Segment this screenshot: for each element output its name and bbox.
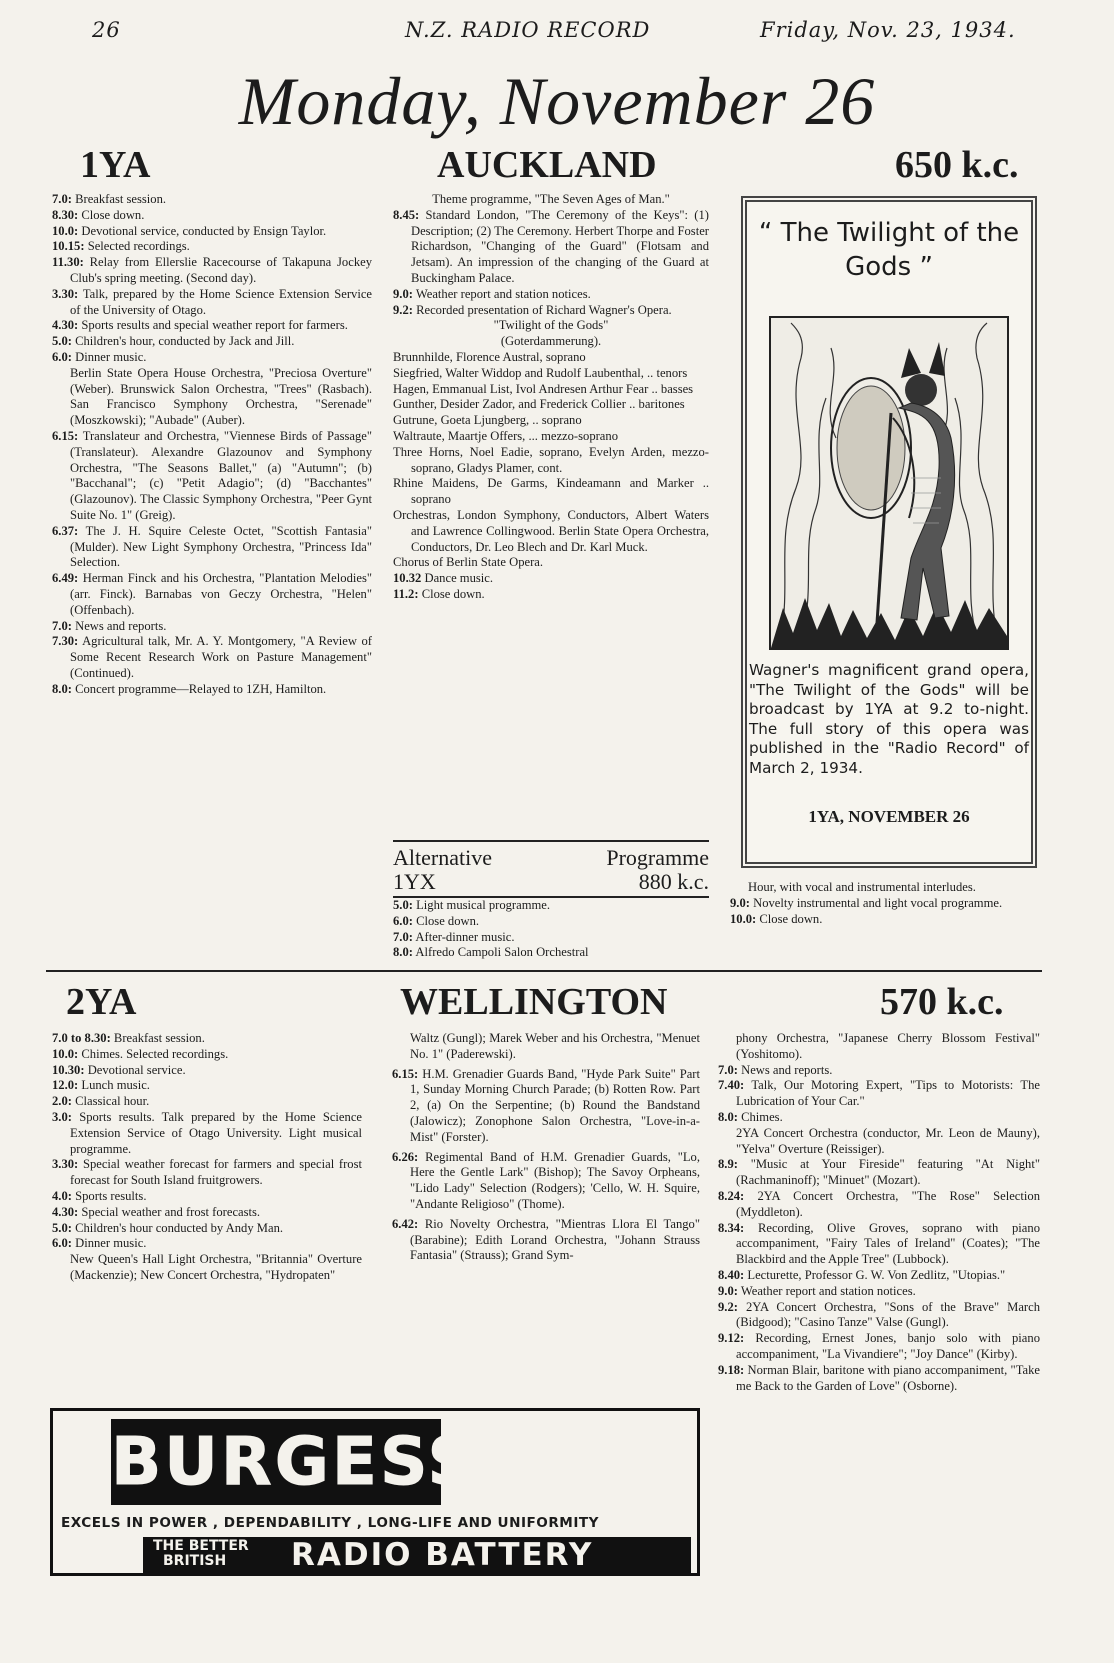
cast-entry: Three Horns, Noel Eadie, soprano, Evelyn Arden, mezzo-soprano, Gladys Plamer, cont. — [393, 444, 709, 475]
programme-entry: 2YA Concert Orchestra (conductor, Mr. Leon de Mauny), "Yelva" Overture (Reissiger). — [736, 1125, 1040, 1156]
section-divider — [46, 970, 1042, 972]
ad-tagline: EXCELS IN POWER , DEPENDABILITY , LONG-LIFE AND UNIFORMITY — [61, 1515, 600, 1531]
ad-small-text-1: THE BETTER — [153, 1538, 249, 1554]
programme-entry: 6.42: Rio Novelty Orchestra, "Mientras Llora El Tango" (Barabine); Edith Lorand Orchestra, "Johann Strauss Fantasia" (Strauss); Grand Sym- — [392, 1216, 700, 1263]
programme-entry: 9.12: Recording, Ernest Jones, banjo solo with piano accompaniment, "La Vivandiere"; "Joy Dance" (Kirby). — [718, 1331, 1040, 1361]
programme-entry: 5.0: Children's hour conducted by Andy Man. — [52, 1220, 284, 1235]
programme-entry: 4.30: Sports results and special weather report for farmers. — [52, 318, 348, 333]
programme-entry: 10.0: Close down. — [730, 911, 823, 926]
programme-entry: 6.0: Dinner music. — [52, 349, 147, 364]
alt-title-right: Programme — [606, 845, 709, 870]
programme-entry: 9.18: Norman Blair, baritone with piano accompaniment, "Take me Back to the Garden of Love" (Osborne). — [718, 1362, 1040, 1393]
day-title: Monday, November 26 — [238, 63, 876, 139]
iya-column-2 — [393, 192, 709, 603]
ad-small-text-2: BRITISH — [163, 1553, 227, 1569]
page-number: 26 — [92, 18, 121, 42]
programme-entry: 10.0: Chimes. Selected recordings. — [52, 1046, 229, 1061]
issue-date: Friday, Nov. 23, 1934. — [760, 18, 1016, 42]
programme-entry: 6.15: Translateur and Orchestra, "Viennese Birds of Passage" (Translateur). Alexandre Glazounov and Symphony Orchestra, "The Seasons Ballet," (a) "Autumn"; (b) "Bacchanal"; (c) "Petit Adagio"; (d) "Bacchantes" (Glazounov). The Classic Symphony Orchestra, "Peer Gynt Suite No. 1" (Greig). — [52, 428, 373, 522]
cast-entry: Rhine Maidens, De Garms, Kindeamann and Marker .. soprano — [393, 476, 709, 507]
programme-entry: 5.0: Light musical programme. — [393, 898, 551, 912]
cast-entry: Waltraute, Maartje Offers, ... mezzo-soprano — [393, 428, 618, 443]
programme-entry: 10.30: Devotional service. — [52, 1062, 186, 1077]
programme-entry: 9.0: Weather report and station notices. — [393, 286, 591, 301]
feature-box — [741, 196, 1037, 868]
iya-column-1 — [52, 192, 372, 698]
alt-programme-continued — [730, 880, 1042, 927]
programme-entry: 3.30: Talk, prepared by the Home Science Extension Service of the University of Otago. — [52, 286, 372, 317]
programme-entry: 8.40: Lecturette, Professor G. W. Von Zedlitz, "Utopias." — [718, 1267, 1006, 1282]
programme-entry: Berlin State Opera House Orchestra, "Preciosa Overture" (Weber). Brunswick Salon Orchestra, "Trees" (Rasbach). San Francisco Symphony Orchestra, "Serenade" (Moszkowski); "Aubade" (Auber). — [70, 365, 372, 428]
tya-column-2 — [392, 1031, 700, 1264]
station-call-2ya: 2YA — [66, 981, 137, 1023]
station-freq-2ya: 570 k.c. — [880, 981, 1004, 1023]
cast-entry: Chorus of Berlin State Opera. — [393, 555, 544, 570]
station-city-wellington: WELLINGTON — [400, 981, 668, 1023]
station-freq-1ya: 650 k.c. — [895, 144, 1019, 186]
programme-entry: 9.2: Recorded presentation of Richard Wagner's Opera. — [393, 302, 672, 317]
programme-entry: 4.0: Sports results. — [52, 1188, 147, 1203]
cast-entry: Siegfried, Walter Widdop and Rudolf Laubenthal, .. tenors — [393, 365, 688, 380]
station-city-auckland: AUCKLAND — [437, 144, 657, 186]
programme-entry: 6.26: Regimental Band of H.M. Grenadier Guards, "Lo, Here the Gentle Lark" (Bishop); The Savoy Orpheans, "Lido Lady" Selection (Rodgers); 'Cello, W. H. Squire, "Andante Religioso" (Thome). — [392, 1149, 700, 1211]
programme-entry: 9.0: Weather report and station notices. — [718, 1283, 916, 1298]
alt-programme-header — [393, 840, 709, 898]
ad-big-text: RADIO BATTERY — [291, 1537, 594, 1573]
programme-entry: Hour, with vocal and instrumental interludes. — [748, 880, 976, 894]
feature-footer: 1YA, NOVEMBER 26 — [808, 807, 970, 826]
cast-entry: Brunnhilde, Florence Austral, soprano — [393, 349, 586, 364]
programme-entry: 10.32 Dance music. — [393, 571, 494, 586]
tya-column-3 — [718, 1031, 1040, 1394]
programme-entry: 6.37: The J. H. Squire Celeste Octet, "Scottish Fantasia" (Mulder). New Light Symphony Orchestra, "Princess Ida" Selection. — [52, 523, 372, 570]
programme-entry: 8.45: Standard London, "The Ceremony of the Keys": (1) Description; (2) The Ceremony. Herbert Thorpe and Foster Richardson, "Changing of the Guard" (Flotsam and Jetsam). An impression of the changing of the Guard at Buckingham Palace. — [393, 207, 709, 285]
burgess-advertisement — [50, 1408, 700, 1576]
programme-entry: 8.0: Chimes. — [718, 1109, 783, 1124]
programme-entry: 10.0: Devotional service, conducted by Ensign Taylor. — [52, 223, 327, 238]
programme-entry: 6.49: Herman Finck and his Orchestra, "Plantation Melodies" (arr. Finck). Barnabas von Geczy Orchestra, "Helen" (Offenbach). — [52, 571, 372, 617]
programme-entry: 3.30: Special weather forecast for farmers and special frost forecast for South Island fruitgrowers. — [52, 1157, 362, 1188]
programme-entry: 8.9: "Music at Your Fireside" featuring "At Night" (Rachmaninoff); "Minuet" (Mozart). — [718, 1157, 1040, 1188]
cast-entry: Orchestras, London Symphony, Conductors, Albert Waters and Lawrence Collingwood. Berlin State Opera Orchestra, Conductors, Dr. Leo Blech and Dr. Karl Muck. — [393, 507, 709, 554]
programme-entry: 12.0: Lunch music. — [52, 1078, 150, 1093]
programme-entry: 2.0: Classical hour. — [52, 1094, 150, 1109]
alt-freq: 880 k.c. — [638, 869, 709, 894]
cast-entry: Gunther, Desider Zador, and Frederick Collier .. baritones — [393, 397, 685, 412]
alt-call: 1YX — [393, 869, 436, 894]
feature-title: “ The Twilight of the Gods ” — [758, 218, 1020, 282]
programme-entry: 7.0: After-dinner music. — [393, 929, 515, 944]
wagner-illustration — [769, 316, 1009, 650]
brand-logo: BURGESS — [111, 1419, 441, 1505]
programme-entry: 8.24: 2YA Concert Orchestra, "The Rose" Selection (Myddleton). — [718, 1188, 1040, 1219]
programme-entry: 8.30: Close down. — [52, 207, 145, 222]
programme-entry: 6.15: H.M. Grenadier Guards Band, "Hyde Park Suite" Part 1, Sunday Morning Church Parade; (b) Rotten Row. Part 2, (a) On the Serpentine; (b) Round the Bandstand (Jalowicz); Zonophone Salon Orchestra, "Love-in-a-Mist" (Forster). — [392, 1066, 700, 1144]
programme-entry: 7.0: News and reports. — [52, 618, 167, 633]
alt-title-left: Alternative — [393, 845, 492, 870]
programme-entry: 8.0: Alfredo Campoli Salon Orchestral — [393, 945, 589, 960]
station-call-1ya: 1YA — [80, 144, 151, 186]
programme-entry: 6.0: Dinner music. — [52, 1236, 147, 1251]
programme-entry: New Queen's Hall Light Orchestra, "Britannia" Overture (Mackenzie); New Concert Orchestra, "Hydropaten" — [70, 1252, 362, 1282]
alt-programme-list — [393, 898, 709, 961]
programme-entry: 9.2: 2YA Concert Orchestra, "Sons of the Brave" March (Bidgood); "Casino Tanze" Valse (Gungl). — [718, 1299, 1040, 1330]
opera-subtitle: (Goterdammerung). — [500, 334, 602, 349]
programme-entry: 7.0: Breakfast session. — [52, 192, 167, 206]
programme-entry: 7.0 to 8.30: Breakfast session. — [52, 1031, 205, 1045]
cast-entry: Hagen, Emmanual List, Ivol Andresen Arthur Fear .. basses — [393, 381, 694, 396]
programme-entry: 11.2: Close down. — [393, 586, 485, 601]
programme-entry: 10.15: Selected recordings. — [52, 239, 190, 254]
cast-entry: Gutrune, Goeta Ljungberg, .. soprano — [393, 413, 582, 428]
publication-title: N.Z. RADIO RECORD — [405, 18, 651, 42]
programme-entry: 6.0: Close down. — [393, 913, 480, 928]
programme-entry: 7.0: News and reports. — [718, 1062, 833, 1077]
valkyrie-illustration-icon — [771, 318, 1007, 648]
programme-entry: 8.34: Recording, Olive Groves, soprano with piano accompaniment, "Fairy Tales of Ireland" (Coates); "The Blackbird and the Apple Tree" (Lubbock). — [718, 1220, 1040, 1267]
ad-battery-banner — [143, 1537, 691, 1573]
programme-entry: 8.0: Concert programme—Relayed to 1ZH, Hamilton. — [52, 681, 327, 696]
programme-entry: 7.40: Talk, Our Motoring Expert, "Tips to Motorists: The Lubrication of Your Car." — [718, 1078, 1040, 1109]
programme-entry: 9.0: Novelty instrumental and light vocal programme. — [730, 895, 1003, 910]
programme-entry: 4.30: Special weather and frost forecasts. — [52, 1204, 261, 1219]
programme-entry: 7.30: Agricultural talk, Mr. A. Y. Montgomery, "A Review of Some Recent Research Work on Pasture Management" (Continued). — [52, 634, 372, 680]
programme-entry: 11.30: Relay from Ellerslie Racecourse of Takapuna Jockey Club's spring meeting. (Second day). — [52, 255, 373, 285]
programme-entry: phony Orchestra, "Japanese Cherry Blossom Festival" (Yoshitomo). — [736, 1031, 1040, 1061]
opera-title: "Twilight of the Gods" — [493, 318, 609, 333]
programme-entry: Waltz (Gungl); Marek Weber and his Orchestra, "Menuet No. 1" (Paderewski). — [410, 1031, 700, 1061]
programme-heading: Theme programme, "The Seven Ages of Man." — [432, 192, 670, 206]
feature-body: Wagner's magnificent grand opera, "The Twilight of the Gods" will be broadcast by 1YA at 9.2 to-night. The full story of this opera was published in the "Radio Record" of March 2, 1934. — [749, 661, 1029, 777]
programme-entry: 5.0: Children's hour, conducted by Jack and Jill. — [52, 334, 295, 349]
programme-entry: 3.0: Sports results. Talk prepared by the Home Science Extension Service of Otago University. Light musical programme. — [52, 1109, 362, 1156]
tya-column-1 — [52, 1031, 362, 1284]
